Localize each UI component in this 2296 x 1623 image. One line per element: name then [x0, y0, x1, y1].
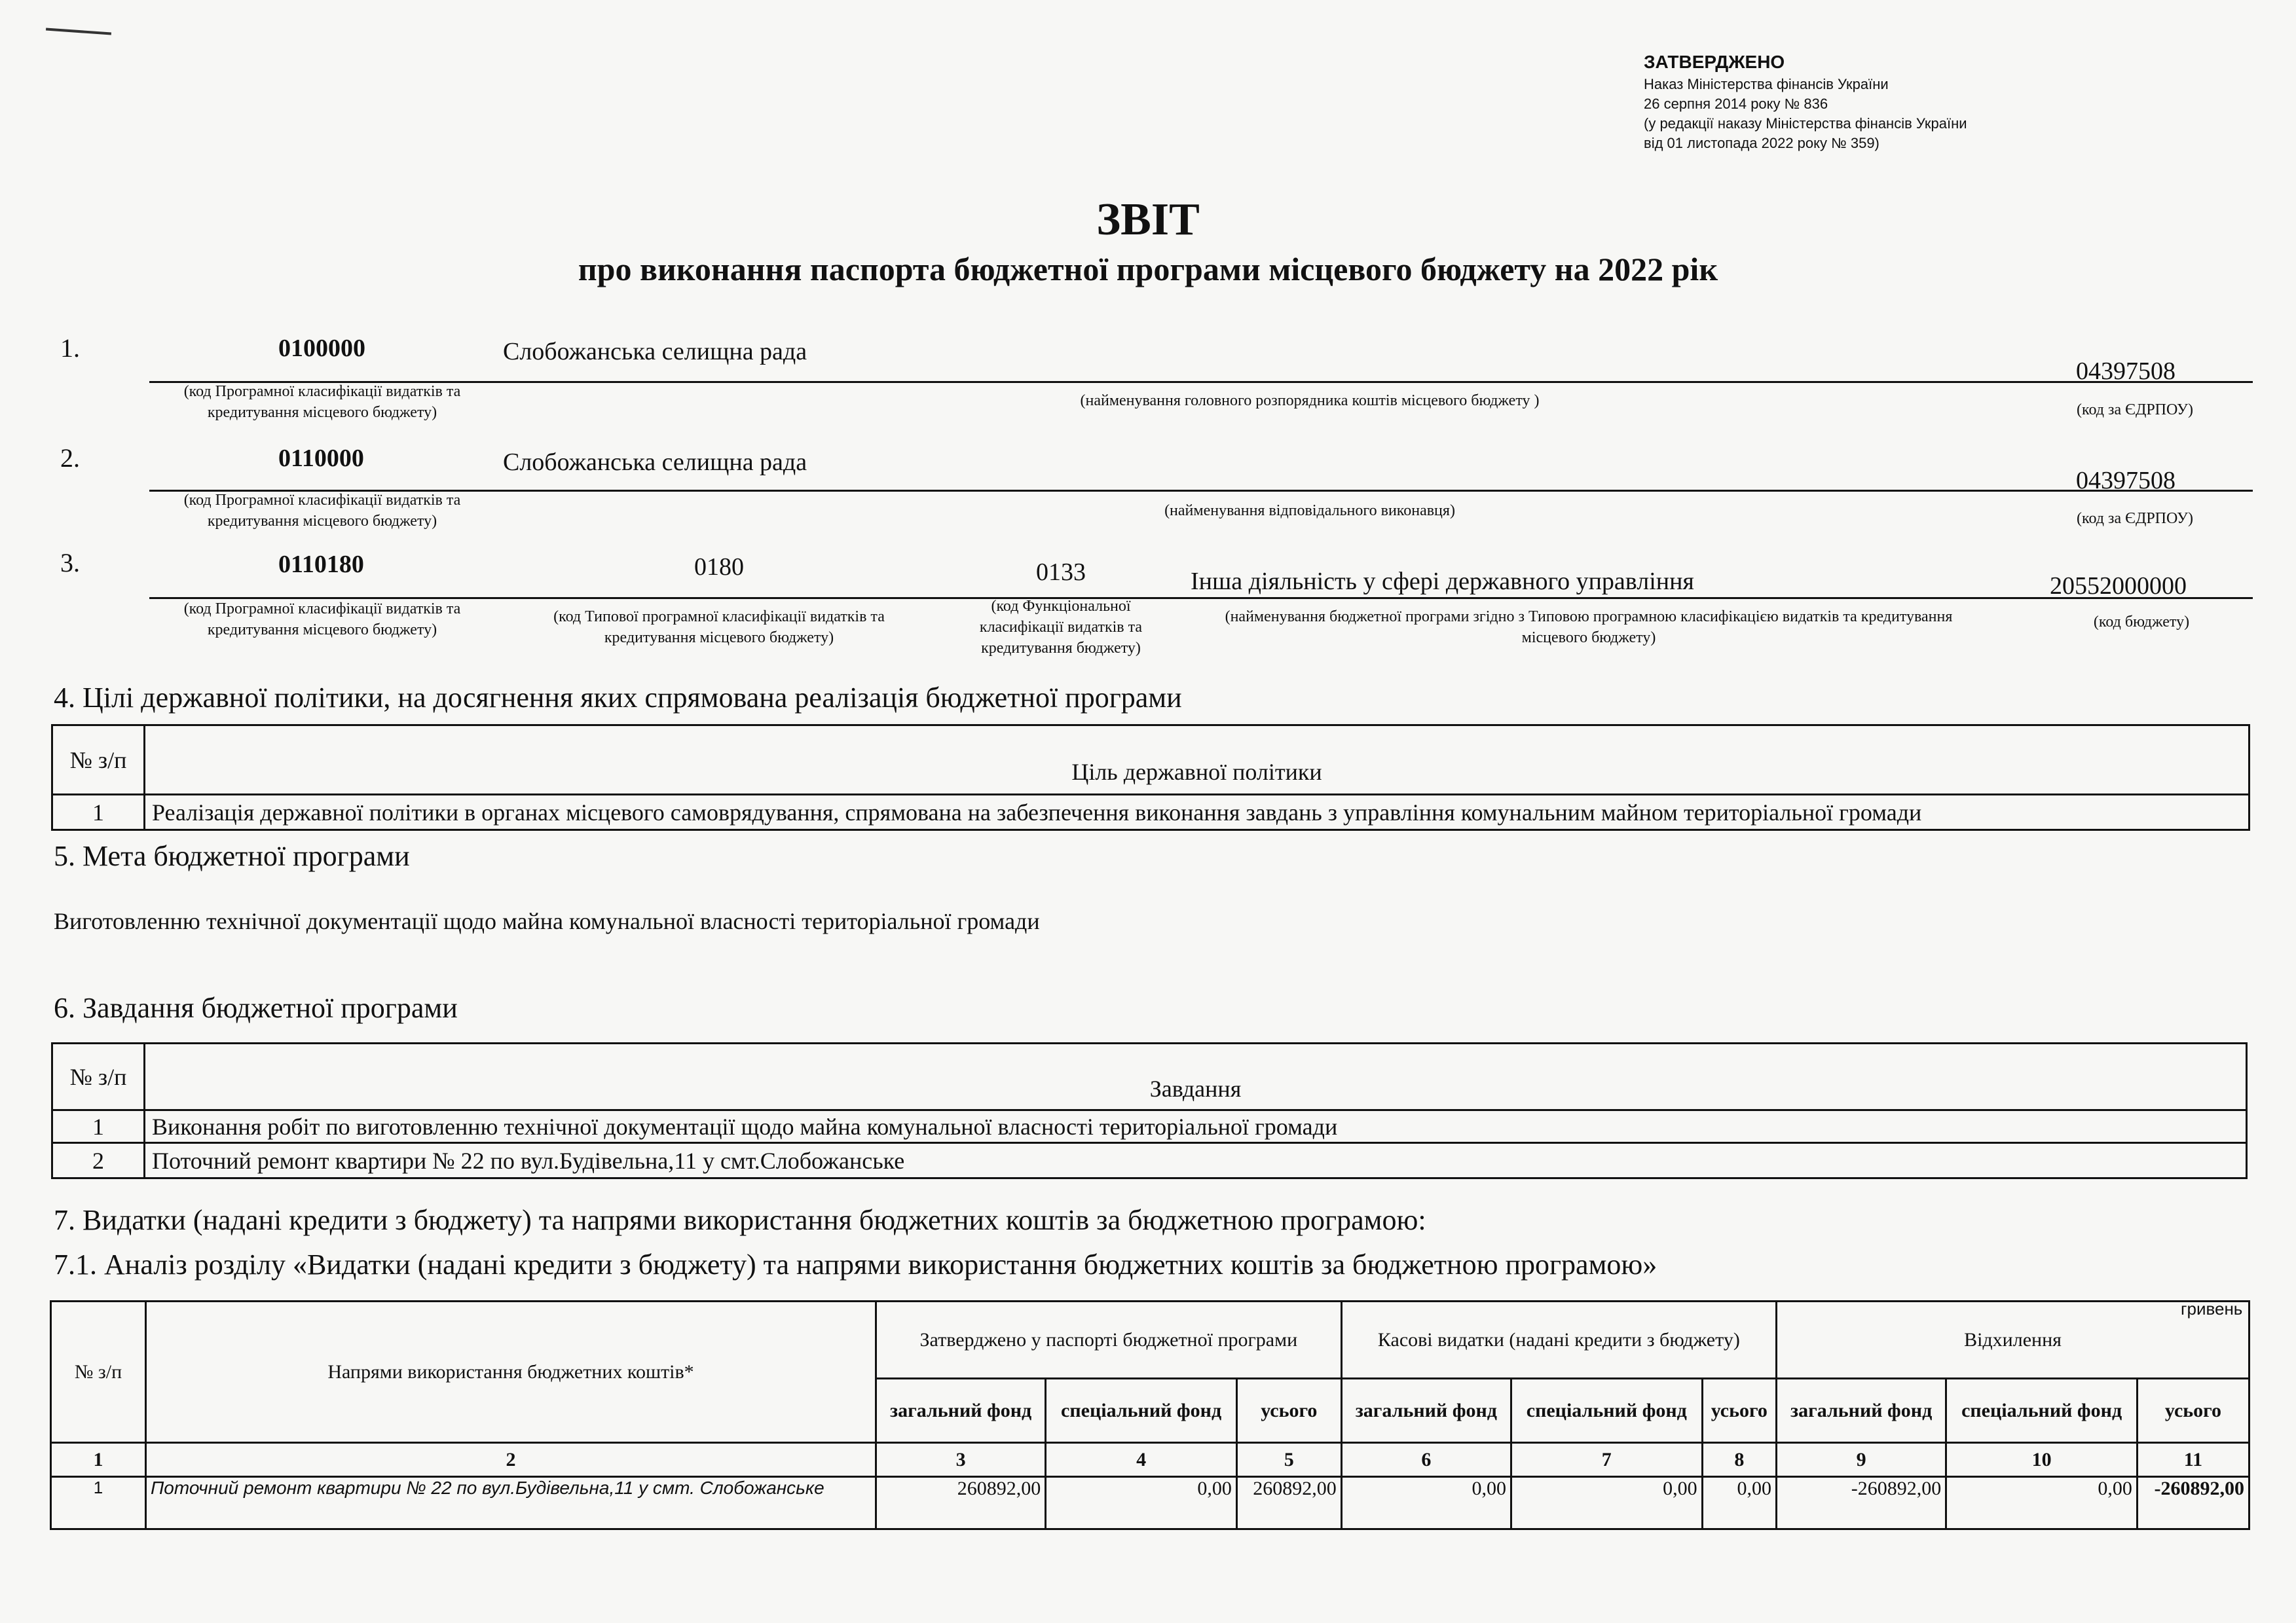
row1-manager-name: Слобожанська селищна рада: [503, 338, 807, 365]
col-number: 10: [1946, 1443, 2138, 1477]
row3-typical-code: 0180: [694, 553, 744, 581]
row3-program-code: 0110180: [278, 551, 364, 578]
goals-header-goal: Ціль державної політики: [145, 725, 2250, 795]
exp-row-value: 260892,00: [876, 1477, 1046, 1529]
exp-header-approved: Затверджено у паспорті бюджетної програми: [876, 1302, 1342, 1379]
goals-row-num: 1: [52, 795, 145, 830]
row3-caption-program-name: (найменування бюджетної програми згідно з Типовою програмною класифікацією видатків та кредитування місцевого бюджету): [1225, 608, 1953, 646]
tasks-row-text: Поточний ремонт квартири № 22 по вул.Будівельна,11 у смт.Слобожанське: [145, 1143, 2247, 1178]
exp-row-value: 0,00: [1511, 1477, 1702, 1529]
tasks-header-task: Завдання: [145, 1044, 2247, 1110]
goals-header-num: № з/п: [52, 725, 145, 795]
section7-1-heading: 7.1. Аналіз розділу «Видатки (надані кредити з бюджету) та напрями використання бюджетних коштів за бюджетною програмою»: [54, 1249, 1657, 1281]
exp-sub-general: загальний фонд: [876, 1379, 1046, 1443]
section4-heading: 4. Цілі державної політики, на досягнення яких спрямована реалізація бюджетної програми: [54, 682, 1182, 714]
col-number: 4: [1046, 1443, 1237, 1477]
exp-header-direction: Напрями використання бюджетних коштів*: [146, 1302, 876, 1443]
expenses-table: [50, 1300, 2250, 1530]
col-number: 1: [51, 1443, 146, 1477]
exp-header-cash: Касові видатки (надані кредити з бюджету): [1341, 1302, 1776, 1379]
row1-number: 1.: [60, 333, 80, 363]
row3-caption-budget: (код бюджету): [2093, 613, 2190, 630]
exp-sub-total: усього: [1236, 1379, 1341, 1443]
tasks-row-num: 1: [52, 1110, 145, 1143]
table-row: [52, 1110, 2247, 1143]
tasks-row-text: Виконання робіт по виготовленню технічної документації щодо майна комунальної власності територіальної громади: [145, 1110, 2247, 1143]
row1-program-code: 0100000: [278, 335, 365, 362]
col-number: 8: [1702, 1443, 1776, 1477]
col-number: 11: [2137, 1443, 2249, 1477]
row3-functional-code: 0133: [1036, 558, 1086, 586]
exp-row-value: 0,00: [1341, 1477, 1511, 1529]
table-row: [51, 1477, 2250, 1529]
col-number: 5: [1236, 1443, 1341, 1477]
exp-sub-special: спеціальний фонд: [1946, 1379, 2138, 1443]
approval-stamp: [1644, 52, 2102, 153]
goals-table: [51, 724, 2250, 831]
exp-sub-total: усього: [1702, 1379, 1776, 1443]
row1-caption-edrpou: (код за ЄДРПОУ): [2077, 401, 2193, 418]
approval-line: (у редакції наказу Міністерства фінансів України: [1644, 115, 1967, 132]
exp-row-value: 0,00: [1946, 1477, 2138, 1529]
page-subtitle: про виконання паспорта бюджетної програми місцевого бюджету на 2022 рік: [578, 251, 1718, 287]
exp-row-value: -260892,00: [1777, 1477, 1946, 1529]
section5-text: Виготовленню технічної документації щодо майна комунальної власності територіальної громади: [54, 908, 1040, 934]
goals-row-text: Реалізація державної політики в органах місцевого самоврядування, спрямована на забезпечення виконання завдань з управління комунальним майном територіальної громади: [145, 795, 2250, 830]
tasks-header-num: № з/п: [52, 1044, 145, 1110]
exp-header-num: № з/п: [51, 1302, 146, 1443]
exp-row-value: -260892,00: [2137, 1477, 2249, 1529]
exp-row-value: 0,00: [1046, 1477, 1237, 1529]
table-row: [52, 795, 2250, 830]
row1-caption-code: (код Програмної класифікації видатків та кредитування місцевого бюджету): [183, 383, 461, 421]
row2-executor-name: Слобожанська селищна рада: [503, 448, 807, 476]
col-number: 2: [146, 1443, 876, 1477]
approval-line: від 01 листопада 2022 року № 359): [1644, 135, 1879, 151]
col-number: 9: [1777, 1443, 1946, 1477]
exp-sub-special: спеціальний фонд: [1046, 1379, 1237, 1443]
row2-program-code: 0110000: [278, 445, 364, 472]
exp-sub-total: усього: [2137, 1379, 2249, 1443]
col-number: 3: [876, 1443, 1046, 1477]
row3-number: 3.: [60, 548, 80, 577]
approval-title: ЗАТВЕРДЖЕНО: [1644, 52, 1785, 72]
exp-column-numbers: [51, 1443, 2250, 1477]
approval-line: 26 серпня 2014 року № 836: [1644, 96, 1828, 112]
row2-caption-edrpou: (код за ЄДРПОУ): [2077, 510, 2193, 527]
exp-header-deviation: Відхилення: [1777, 1302, 2250, 1379]
page-title: ЗВІТ: [1096, 194, 1200, 245]
row3-program-name: Інша діяльність у сфері державного управління: [1191, 568, 1694, 595]
section6-heading: 6. Завдання бюджетної програми: [54, 992, 458, 1024]
row3-caption-code: (код Програмної класифікації видатків та кредитування місцевого бюджету): [183, 600, 461, 638]
tasks-row-num: 2: [52, 1143, 145, 1178]
exp-sub-general: загальний фонд: [1341, 1379, 1511, 1443]
col-number: 6: [1341, 1443, 1511, 1477]
unit-label: гривень: [2181, 1299, 2243, 1319]
row2-caption-code: (код Програмної класифікації видатків та кредитування місцевого бюджету): [183, 492, 461, 530]
section7-heading: 7. Видатки (надані кредити з бюджету) та напрями використання бюджетних коштів за бюджетною програмою:: [54, 1204, 1426, 1236]
row3-caption-functional: (код Функціональної класифікації видатків та кредитування бюджету): [979, 598, 1143, 657]
section5-heading: 5. Мета бюджетної програми: [54, 840, 410, 872]
row2-edrpou: 04397508: [2076, 467, 2176, 494]
exp-row-name: Поточний ремонт квартири № 22 по вул.Будівельна,11 у смт. Слобожанське: [146, 1477, 876, 1529]
col-number: 7: [1511, 1443, 1702, 1477]
exp-sub-special: спеціальний фонд: [1511, 1379, 1702, 1443]
exp-row-value: 0,00: [1702, 1477, 1776, 1529]
exp-row-num: 1: [51, 1477, 146, 1529]
tasks-table: [51, 1042, 2248, 1179]
pen-mark: [46, 28, 111, 35]
row1-caption-name: (найменування головного розпорядника коштів місцевого бюджету ): [1080, 392, 1540, 409]
row2-caption-name: (найменування відповідального виконавця): [1164, 502, 1455, 519]
exp-sub-general: загальний фонд: [1777, 1379, 1946, 1443]
table-row: [52, 1143, 2247, 1178]
exp-row-value: 260892,00: [1236, 1477, 1341, 1529]
row1-edrpou: 04397508: [2076, 357, 2176, 385]
row3-caption-typical: (код Типової програмної класифікації видатків та кредитування місцевого бюджету): [553, 608, 885, 646]
row3-budget-code: 20552000000: [2050, 572, 2187, 600]
row2-number: 2.: [60, 443, 80, 473]
approval-line: Наказ Міністерства фінансів України: [1644, 76, 1889, 92]
